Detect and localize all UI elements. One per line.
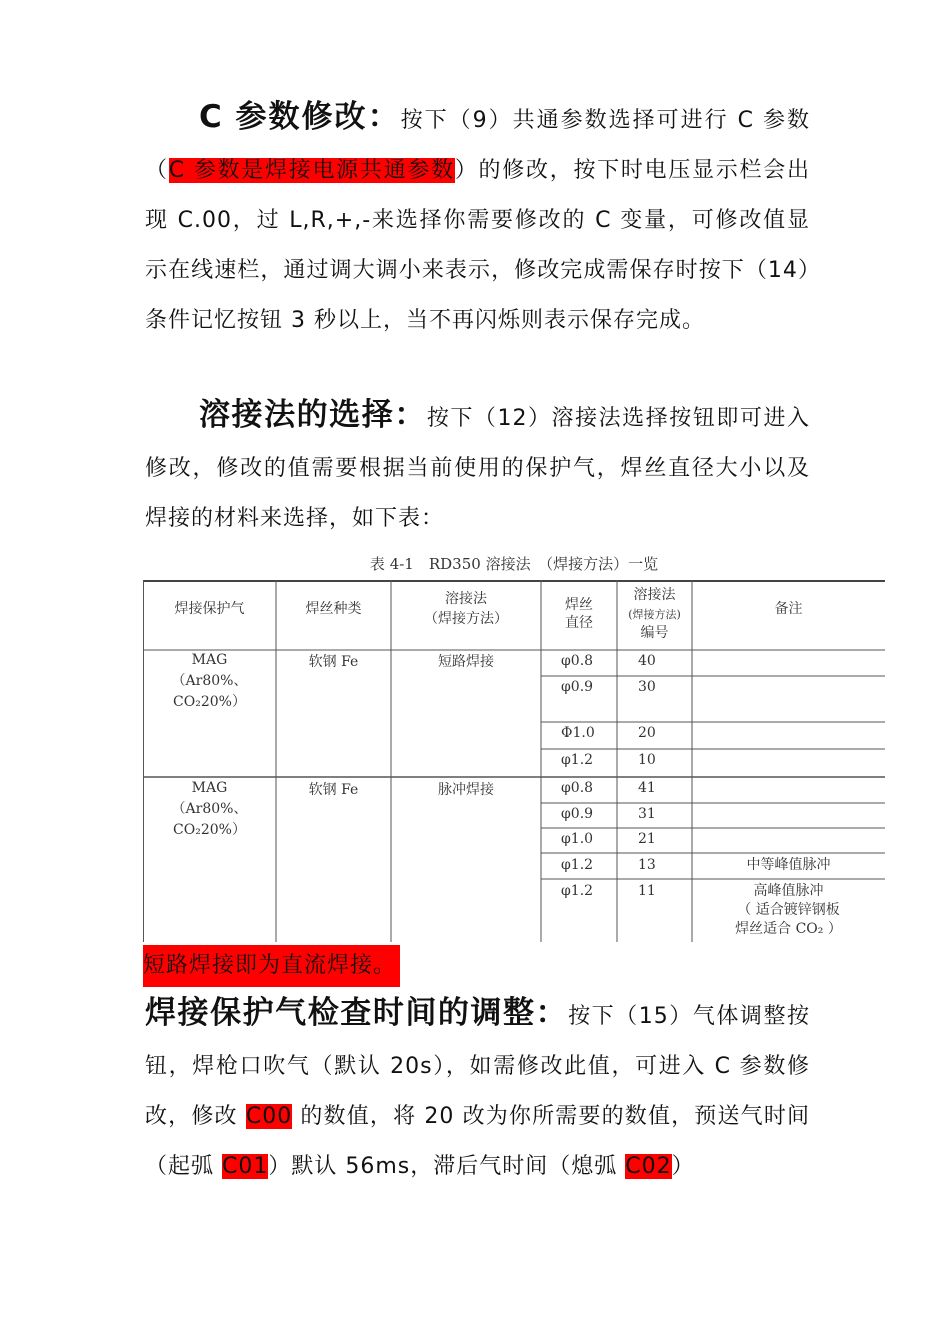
group1-gas-2: （Ar80%、	[171, 673, 248, 689]
header-no-3: 编号	[640, 625, 669, 641]
paragraph-text: ）的修改，按下时电压显示栏会出现 C.00，过 L,R,+,-来选择你需要修改的 C 变量，可修改值显示在线速栏，通过调大调小来表示，修改完成需保存时按下（14）条件记忆按钮 3 秒以上，当不再闪烁则表示保存完成。	[145, 158, 810, 333]
highlighted-code: C01	[222, 1154, 269, 1179]
table-cell-no: 31	[638, 806, 656, 822]
header-method-2: （焊接方法）	[424, 611, 508, 627]
highlighted-code: C02	[625, 1154, 672, 1179]
table-cell-note-3: 焊丝适合 CO₂ ）	[735, 921, 842, 937]
header-no-2: (焊接方法)	[628, 608, 681, 621]
table-cell-note: 中等峰值脉冲	[746, 857, 831, 873]
group2-gas-3: CO₂20%）	[173, 822, 246, 838]
paragraph-text: 按下（15）气体调整按钮，焊枪口吹气（默认 20s），如需修改此值，可进入 C 参数修改，修改	[145, 1004, 810, 1129]
paragraph-text: ）	[671, 1154, 695, 1179]
table-cell-dia: φ0.9	[561, 806, 594, 822]
header-dia-2: 直径	[565, 615, 593, 631]
table-cell-no: 20	[638, 725, 656, 741]
table-cell-dia: φ0.8	[561, 780, 594, 796]
section-gas-check	[145, 988, 810, 1192]
table-cell-no: 21	[638, 831, 656, 847]
table-cell-note-2: （ 适合镀锌钢板	[737, 902, 840, 918]
table-cell-dia: φ1.2	[561, 883, 594, 899]
section-heading: C 参数修改：	[199, 99, 401, 135]
header-wire: 焊丝种类	[305, 601, 362, 617]
section-heading: 溶接法的选择：	[199, 397, 427, 433]
table-cell-dia: φ1.0	[561, 831, 594, 847]
paragraph-text: 按下（12）溶接法选择按钮即可进入修改，修改的值需要根据当前使用的保护气，焊丝直径大小以及焊接的材料来选择，如下表：	[145, 406, 811, 531]
paragraph-text: 按下（9）共通参数选择可进行 C 参数（	[145, 108, 810, 183]
group2-gas-1: MAG	[191, 780, 228, 796]
highlighted-text: C 参数是焊接电源共通参数	[168, 158, 455, 183]
table-cell-no: 10	[638, 752, 656, 768]
table-cell-no: 30	[638, 679, 656, 695]
welding-method-table	[143, 552, 885, 942]
group1-wire: 软钢 Fe	[308, 654, 359, 670]
header-no-1: 溶接法	[633, 587, 676, 603]
group2-gas-2: （Ar80%、	[171, 801, 248, 817]
group1-gas-1: MAG	[191, 652, 228, 668]
header-note: 备注	[774, 601, 803, 617]
group1-method: 短路焊接	[438, 654, 494, 670]
red-note: 短路焊接即为直流焊接。	[143, 945, 400, 987]
table-cell-no: 13	[638, 857, 656, 873]
table-cell-no: 11	[638, 883, 656, 899]
highlighted-code: C00	[245, 1104, 293, 1129]
section-welding-method	[145, 390, 810, 544]
section-c-params	[145, 92, 810, 346]
table-cell-no: 40	[638, 653, 656, 669]
header-method-1: 溶接法	[445, 591, 487, 607]
table-cell-dia: φ1.2	[561, 752, 594, 768]
table-cell-dia: φ0.9	[561, 679, 594, 695]
table-cell-dia: φ1.2	[561, 857, 594, 873]
table-cell-no: 41	[638, 780, 656, 796]
group2-method: 脉冲焊接	[438, 782, 494, 798]
group1-gas-3: CO₂20%）	[173, 694, 246, 710]
group2-wire: 软钢 Fe	[308, 782, 359, 798]
header-dia-1: 焊丝	[565, 597, 593, 613]
header-gas: 焊接保护气	[174, 601, 245, 617]
paragraph-text: 的数值，将 20 改为你所需要的数值，预送气时间（起弧	[145, 1104, 810, 1179]
table-cell-note-1: 高峰值脉冲	[753, 883, 824, 899]
table-caption: 表 4-1 RD350 溶接法 （焊接方法）一览	[143, 552, 885, 582]
table-cell-dia: φ0.8	[561, 653, 594, 669]
paragraph-text: ）默认 56ms，滞后气时间（熄弧	[268, 1154, 626, 1179]
section-heading: 焊接保护气检查时间的调整：	[145, 995, 569, 1031]
table-cell-dia: Φ1.0	[561, 725, 595, 741]
